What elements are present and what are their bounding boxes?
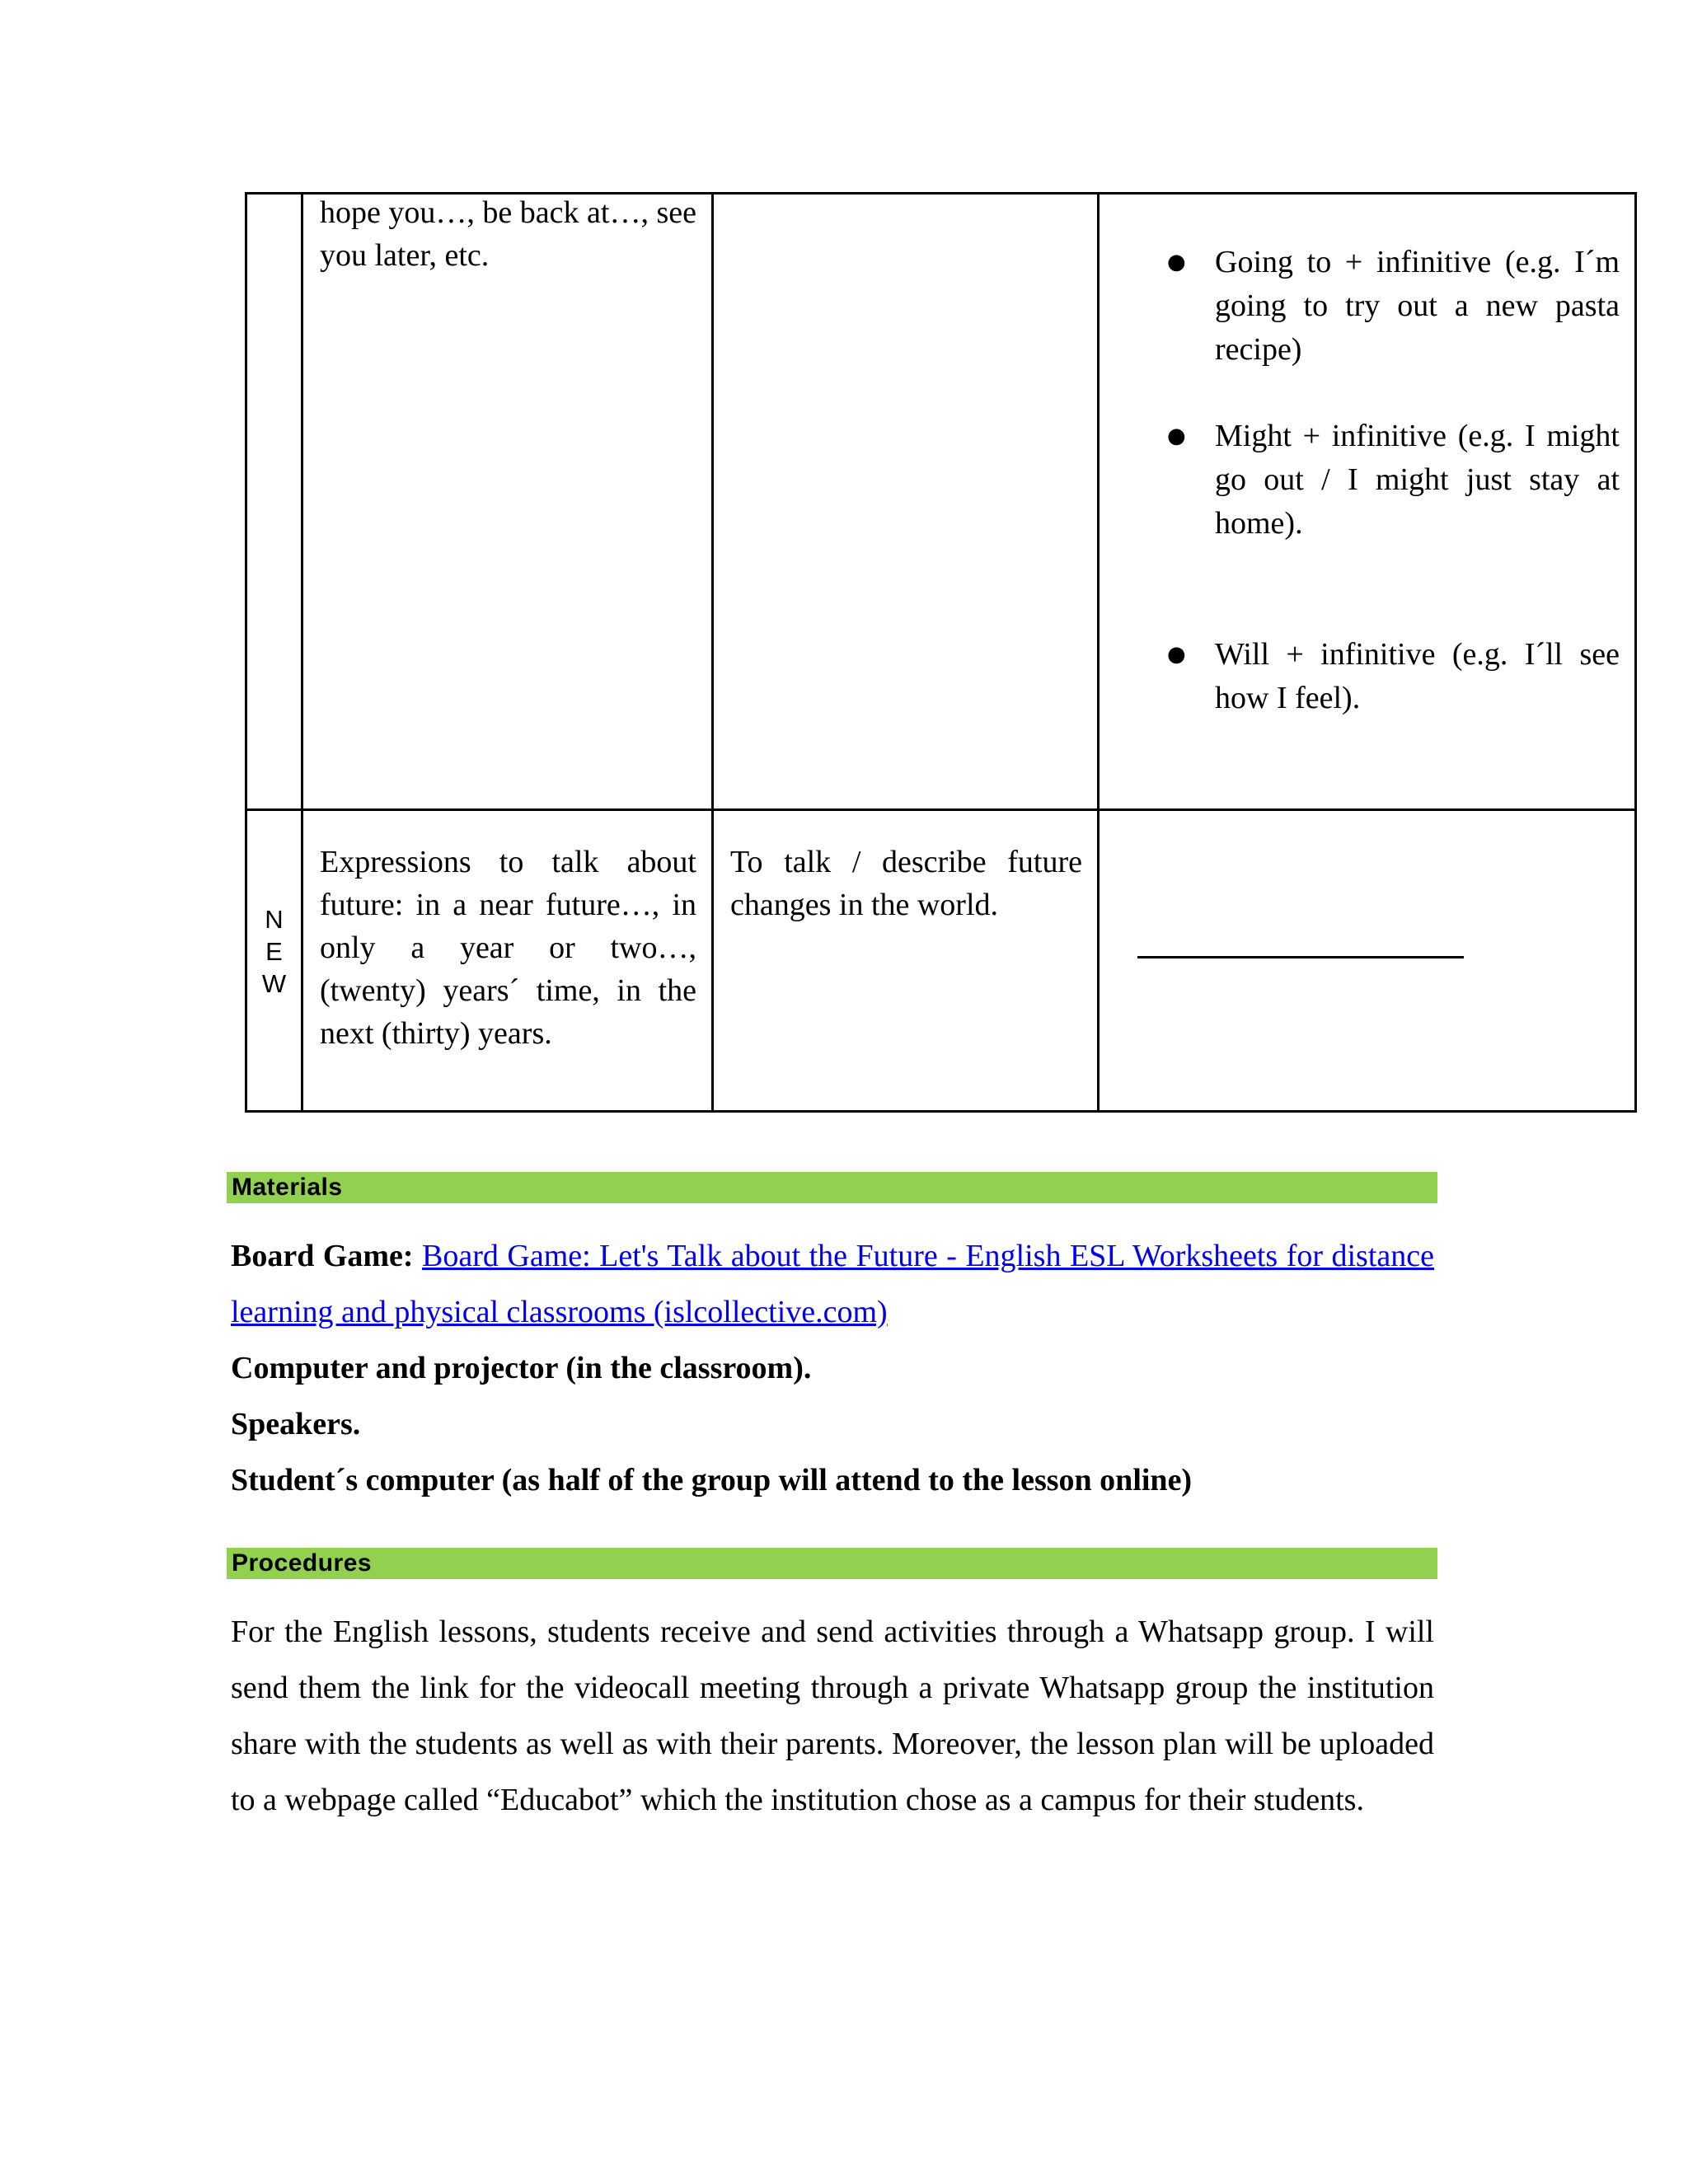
grammar-item: ● Will + infinitive (e.g. I´ll see how I feel). — [1215, 633, 1620, 720]
expressions-text: hope you…, be back at…, see you later, etc. — [320, 195, 696, 273]
grammar-list — [1100, 194, 1634, 720]
expressions-cell — [302, 810, 713, 1112]
grammar-cell — [1099, 810, 1636, 1112]
bullet-icon: ● — [1167, 642, 1186, 667]
side-label-cell — [246, 194, 302, 810]
bullet-icon: ● — [1167, 424, 1186, 448]
side-label-cell — [246, 810, 302, 1112]
board-game-link[interactable]: Board Game: Let's Talk about the Future - English ESL Worksheets for distance learning and physical classrooms (islcollective.com) — [231, 1239, 1434, 1329]
table-row-previous — [246, 194, 1636, 810]
bullet-icon: ● — [1167, 250, 1186, 274]
grammar-item: ● Might + infinitive (e.g. I might go out / I might just stay at home). — [1215, 415, 1620, 546]
procedures-heading: Procedures — [227, 1548, 1437, 1579]
blank-answer-line — [1137, 956, 1464, 958]
function-cell — [713, 810, 1099, 1112]
board-game-label: Board Game: — [231, 1239, 414, 1273]
material-item: Computer and projector (in the classroom). — [231, 1351, 812, 1385]
expressions-cell — [302, 194, 713, 810]
material-item: Speakers. — [231, 1407, 361, 1441]
material-item: Student´s computer (as half of the group will attend to the lesson online) — [231, 1463, 1193, 1497]
grammar-item: ● Going to + infinitive (e.g. I´m going to try out a new pasta recipe) — [1215, 241, 1620, 372]
expressions-text: Expressions to talk about future: in a near future…, in only a year or two…, (twenty) years´ time, in the next (thirty) years. — [320, 845, 696, 1051]
materials-section — [231, 1228, 1434, 1508]
side-label-new: N E W — [261, 905, 287, 998]
board-game-line — [231, 1228, 1434, 1340]
table-row-new — [246, 810, 1636, 1112]
materials-heading: Materials — [227, 1172, 1437, 1203]
function-text: To talk / describe future changes in the world. — [730, 845, 1082, 922]
grammar-cell — [1099, 194, 1636, 810]
lesson-plan-table — [245, 192, 1637, 1113]
function-cell — [713, 194, 1099, 810]
procedures-text: For the English lessons, students receive and send activities through a Whatsapp group. I will send them the link for the videocall meeting through a private Whatsapp group the institution share with the students as well as with their parents. Moreover, the lesson plan will be uploaded to a webpage called “Educabot” which the institution chose as a campus for their students. — [231, 1615, 1434, 1817]
